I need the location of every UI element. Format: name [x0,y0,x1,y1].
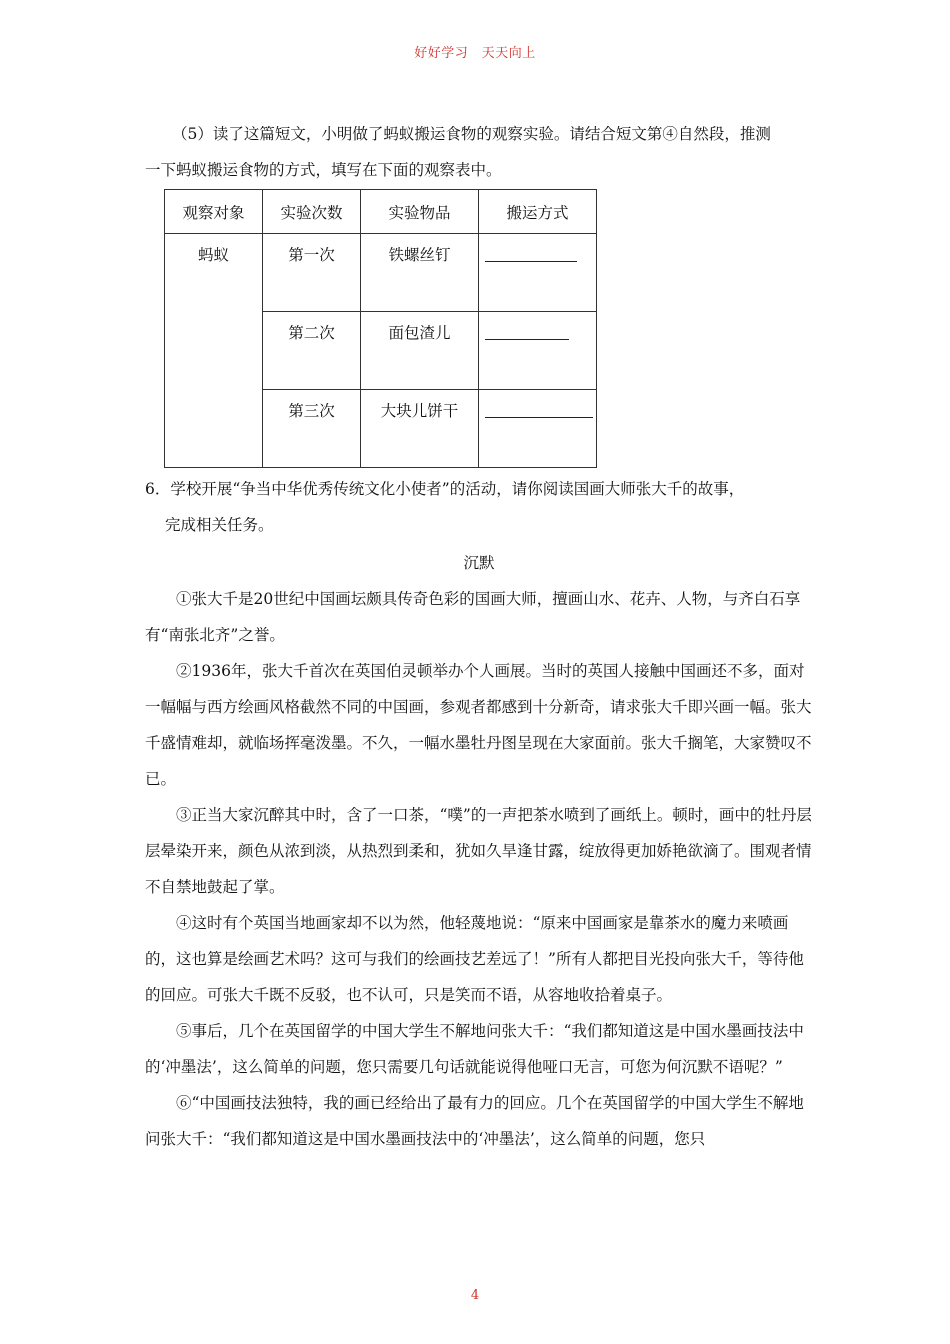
method-answer-blank[interactable] [479,234,597,312]
article-paragraph-2: ②1936年，张大千首次在英国伯灵顿举办个人画展。当时的英国人接触中国画还不多，面对一幅幅与西方绘画风格截然不同的中国画，参观者都感到十分新奇，请求张大千即兴画一幅。张大千盛情难却，就临场挥毫泼墨。不久，一幅水墨牡丹图呈现在大家面前。张大千搁笔，大家赞叹不已。 [145,662,812,788]
subject-cell: 蚂蚁 [165,234,263,468]
q6-line-1: 6．学校开展“争当中华优秀传统文化小使者”的活动，请你阅读国画大师张大千的故事， [145,480,745,498]
article-paragraph-3: ③正当大家沉醉其中时，含了一口茶，“噗”的一声把茶水喷到了画纸上。顿时，画中的牡丹层层晕染开来，颜色从浓到淡，从热烈到柔和，犹如久旱逢甘露，绽放得更加娇艳欲滴了。围观者情不自禁地鼓起了掌。 [145,806,812,896]
article-paragraph-1: ①张大千是20世纪中国画坛颇具传奇色彩的国画大师，擅画山水、花卉、人物，与齐白石享有“南张北齐”之誉。 [145,590,801,644]
item-cell: 铁螺丝钉 [361,234,479,312]
header-method: 搬运方式 [479,190,597,234]
header-subject: 观察对象 [165,190,263,234]
item-cell: 面包渣儿 [361,312,479,390]
article-paragraph-5: ⑤事后，几个在英国留学的中国大学生不解地问张大千：“我们都知道这是中国水墨画技法中的‘冲墨法’，这么简单的问题，您只需要几句话就能说得他哑口无言，可您为何沉默不语呢？” [145,1022,804,1076]
page-number: 4 [470,1288,480,1303]
question-6 [145,471,813,543]
q5-line-2: 一下蚂蚁搬运食物的方式，填写在下面的观察表中。 [145,161,502,179]
method-answer-blank[interactable] [479,312,597,390]
article-paragraph-6: ⑥“中国画技法独特，我的画已经给出了最有力的回应。几个在英国留学的中国大学生不解地问张大千：“我们都知道这是中国水墨画技法中的‘冲墨法’，这么简单的问题，您只 [145,1094,804,1148]
method-answer-blank[interactable] [479,390,597,468]
table-header-row [165,190,597,234]
table-row [165,234,597,312]
page-header: 好好学习 天天向上 [414,46,536,61]
article-paragraph-4: ④这时有个英国当地画家却不以为然，他轻蔑地说：“原来中国画家是靠茶水的魔力来喷画的，这也算是绘画艺术吗？这可与我们的绘画技艺差远了！”所有人都把目光投向张大千，等待他的回应。可张大千既不反驳，也不认可，只是笑而不语，从容地收拾着桌子。 [145,914,804,1004]
q5-line-1: （5）读了这篇短文，小明做了蚂蚁搬运食物的观察实验。请结合短文第④自然段，推测 [172,125,771,143]
trial-cell: 第一次 [263,234,361,312]
header-item: 实验物品 [361,190,479,234]
trial-cell: 第二次 [263,312,361,390]
header-trial: 实验次数 [263,190,361,234]
trial-cell: 第三次 [263,390,361,468]
question-5 [145,116,813,188]
article [145,545,813,1157]
article-title: 沉默 [463,554,495,572]
observation-table [164,189,597,468]
item-cell: 大块儿饼干 [361,390,479,468]
q6-line-2: 完成相关任务。 [165,516,274,534]
